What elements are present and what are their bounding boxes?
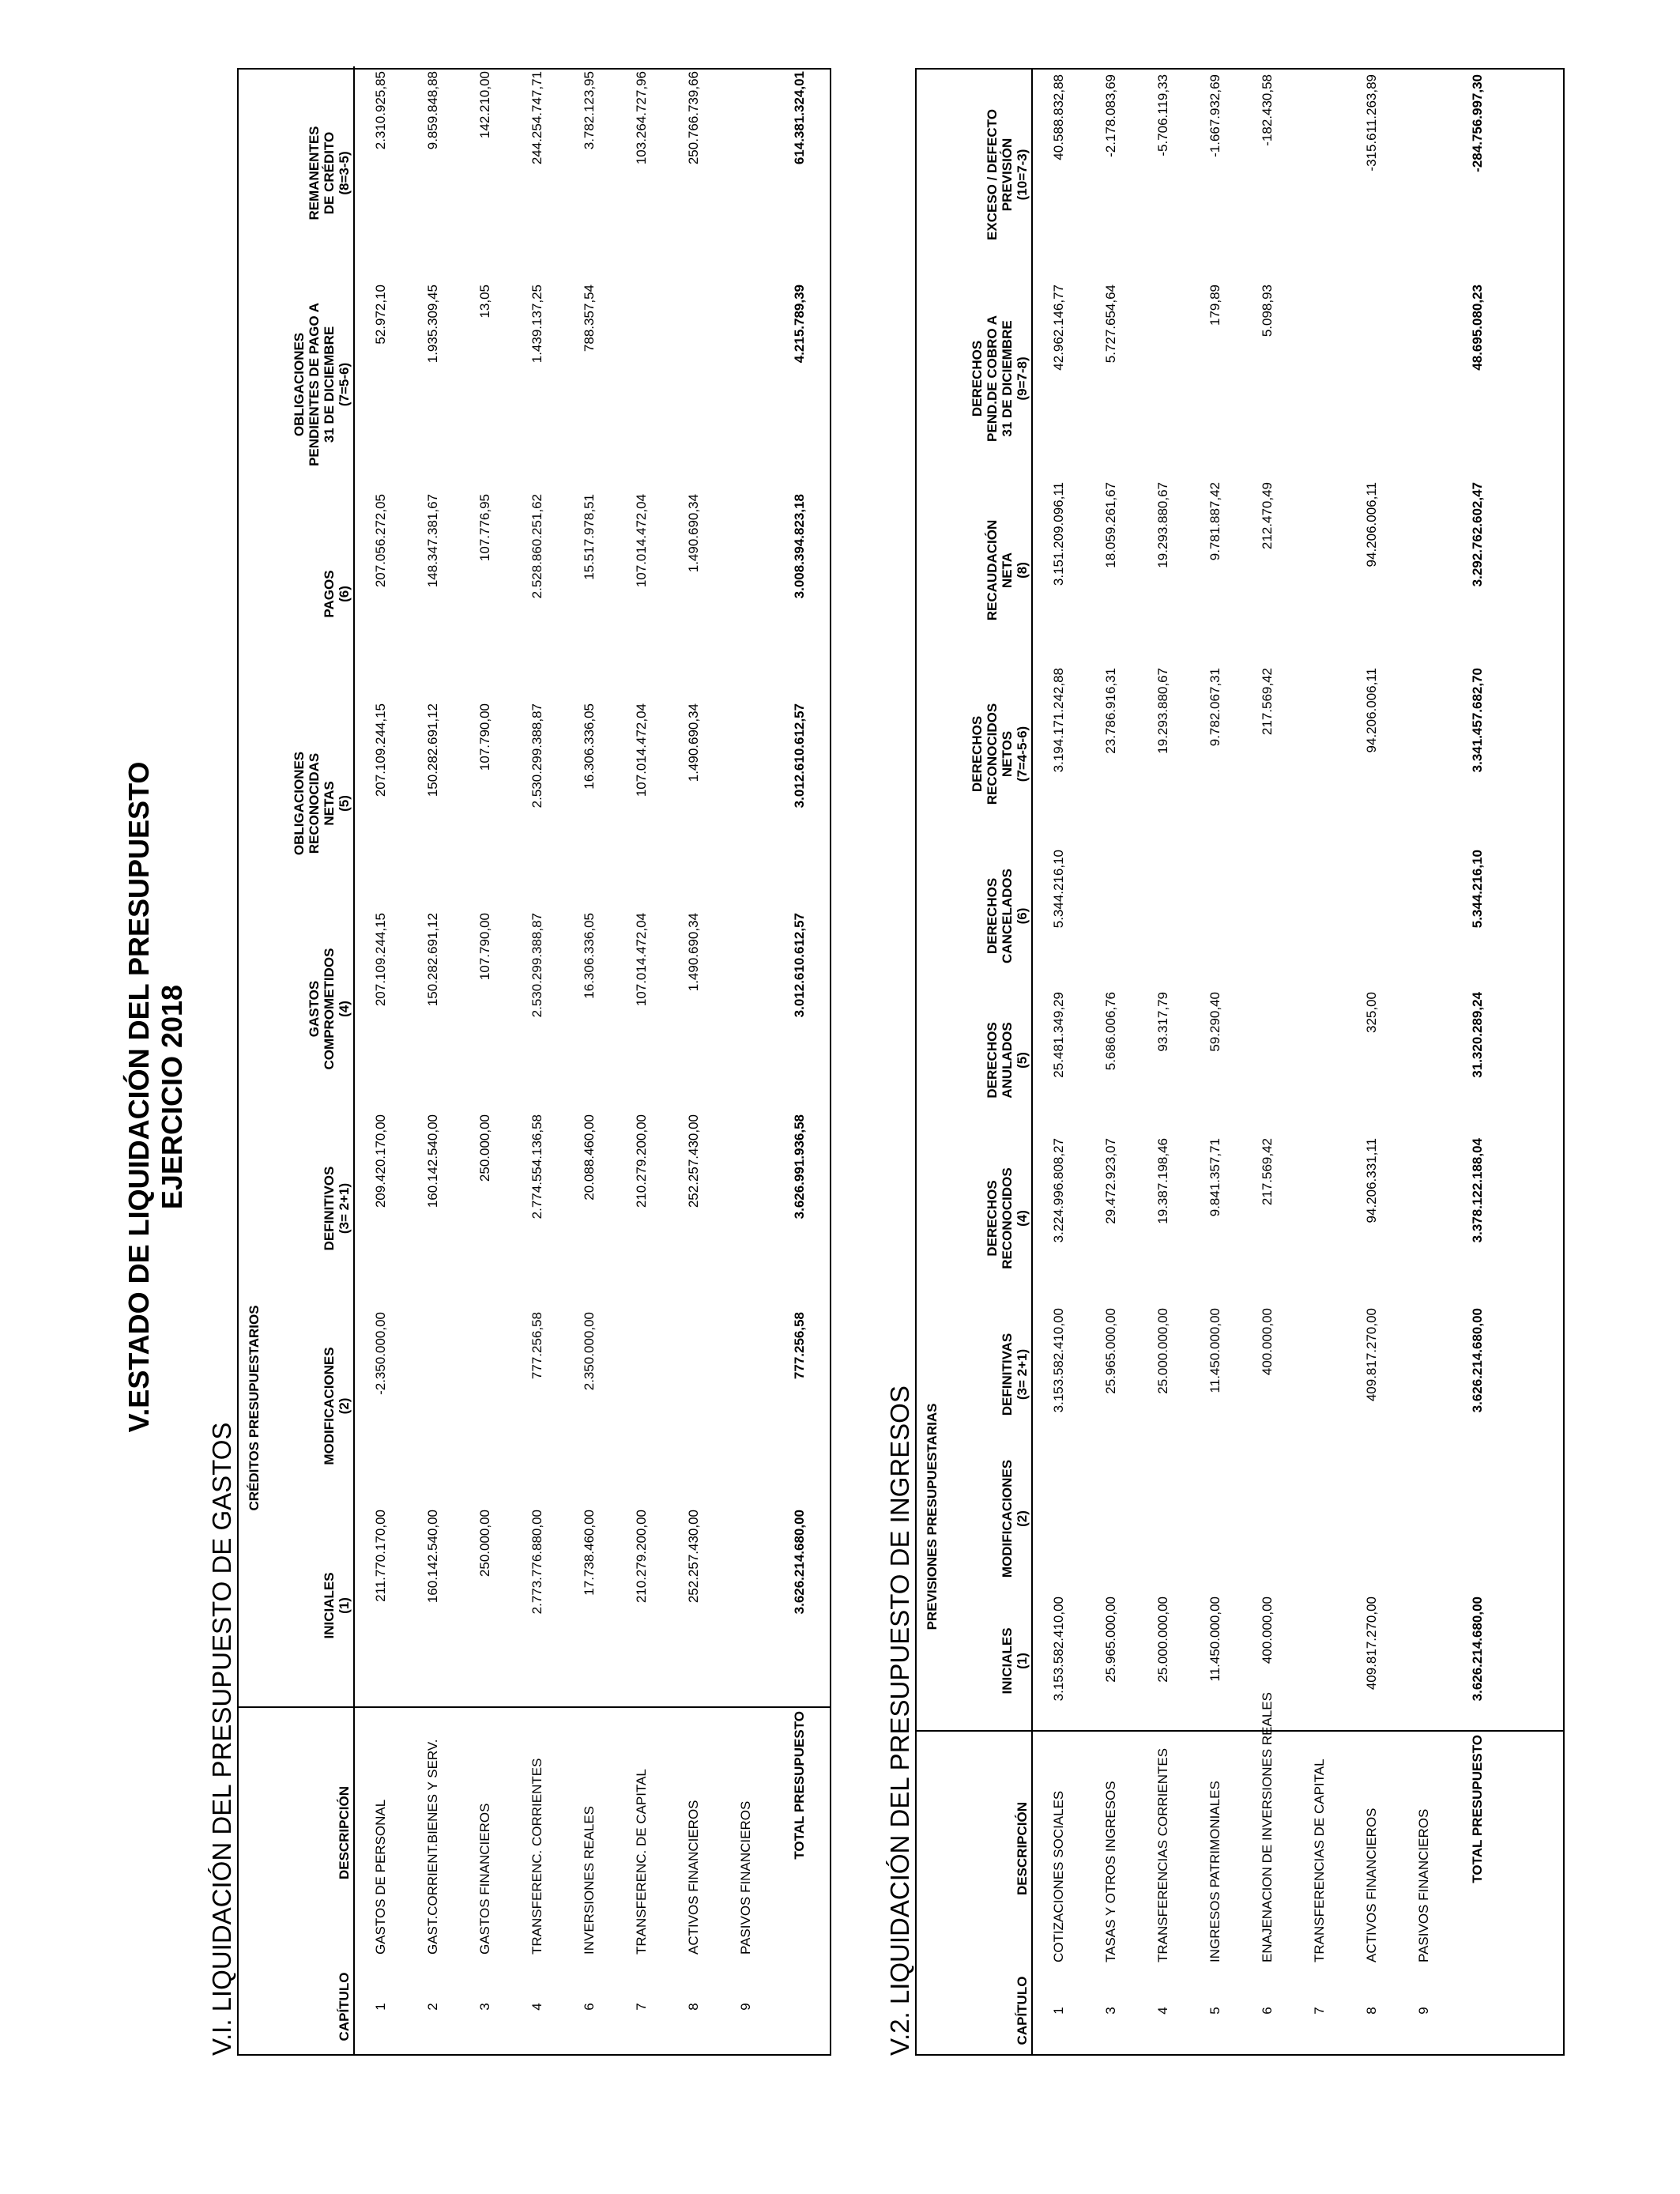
gastos-cell-ini: 252.257.430,00: [686, 1510, 701, 1604]
ingresos-cell-desc: TRANSFERENCIAS CORRIENTES: [1155, 1747, 1170, 1962]
ingresos-cell-rec: 9.841.357,71: [1207, 1137, 1222, 1217]
ingresos-header-recaudacion: RECAUDACIÓN NETA (8): [941, 477, 1032, 663]
gastos-cell-pend: 13,05: [477, 284, 492, 319]
ingresos-cell-anu: [1294, 987, 1346, 1133]
gastos-cell-mod: 777.256,58: [529, 1312, 544, 1380]
ingresos-section-title: V.2. LIQUIDACIÓN DEL PRESUPUESTO DE INGRESOS: [885, 1385, 914, 2056]
ingresos-cell-mod: [1241, 1446, 1294, 1592]
table-row: [459, 66, 511, 2054]
ingresos-cell-net: 9.782.067,31: [1207, 667, 1222, 747]
gastos-cell-obl: 16.306.336,05: [582, 703, 597, 790]
gastos-cell-rem: 2.310.925,85: [373, 70, 388, 150]
table-row: [511, 66, 563, 2054]
gastos-total-mod: 777.256,58: [792, 1312, 807, 1380]
gastos-group-header: CRÉDITOS PRESUPUESTARIOS: [247, 1305, 262, 1511]
ingresos-cell-desc: TASAS Y OTROS INGRESOS: [1103, 1781, 1118, 1962]
gastos-cell-ini: 160.142.540,00: [425, 1510, 440, 1604]
ingresos-cell-def: 25.000.000,00: [1155, 1307, 1170, 1394]
ingresos-header-pendientes-cobro: DERECHOS PEND.DE COBRO A 31 DE DICIEMBRE (9=7-8): [941, 280, 1032, 477]
ingresos-cell-ini: 409.817.270,00: [1364, 1596, 1379, 1691]
ingresos-cell-pend: [1294, 280, 1346, 477]
ingresos-total-anu: 31.320.289,24: [1470, 991, 1485, 1078]
ingresos-cell-rea: 94.206.006,11: [1364, 481, 1379, 567]
ingresos-cell-rea: 3.151.209.096,11: [1051, 481, 1066, 586]
ingresos-cell-rea: 19.293.880,67: [1155, 481, 1170, 568]
gastos-cell-def: 252.257.430,00: [686, 1114, 701, 1208]
gastos-cell-rem: 103.264.727,96: [634, 70, 649, 165]
gastos-cell-mod: [720, 1307, 772, 1505]
ingresos-cell-anu: 93.317,79: [1155, 991, 1170, 1052]
gastos-total-obl: 3.012.610.612,57: [792, 703, 807, 809]
gastos-cell-rem: [720, 66, 772, 280]
gastos-cell-desc: ACTIVOS FINANCIEROS: [686, 1800, 701, 1955]
gastos-table-body: [354, 66, 827, 2054]
table-row: [1137, 70, 1189, 2054]
gastos-cell-pend: [616, 280, 668, 489]
ingresos-cell-anu: 325,00: [1364, 991, 1379, 1033]
ingresos-cell-cap: 7: [1312, 2007, 1327, 2015]
ingresos-header-exceso: EXCESO / DEFECTO PREVISIÓN (10=7-3): [941, 70, 1032, 280]
ingresos-cell-def: 3.153.582.410,00: [1051, 1307, 1066, 1413]
gastos-cell-pend: 1.439.137,25: [529, 284, 544, 364]
ingresos-cell-anu: 59.290,40: [1207, 991, 1222, 1052]
gastos-cell-mod: [616, 1307, 668, 1505]
ingresos-cell-pend: [1137, 280, 1189, 477]
ingresos-cell-def: [1294, 1303, 1346, 1446]
ingresos-cell-net: 94.206.006,11: [1364, 667, 1379, 753]
ingresos-cell-rec: 94.206.331,11: [1364, 1137, 1379, 1223]
ingresos-cell-net: 217.569,42: [1260, 667, 1275, 736]
ingresos-cell-exc: [1294, 70, 1346, 280]
gastos-cell-pend: [720, 280, 772, 489]
gastos-cell-pag: 2.528.860.251,62: [529, 493, 544, 599]
ingresos-cell-exc: -1.667.932,69: [1207, 74, 1222, 157]
gastos-cell-obl: 150.282.691,12: [425, 703, 440, 797]
ingresos-header-descripcion: DESCRIPCIÓN: [941, 1730, 1032, 1967]
gastos-total-pend: 4.215.789,39: [792, 284, 807, 364]
gastos-cell-comp: 2.530.299.388,87: [529, 912, 544, 1018]
gastos-cell-ini: 2.773.776.880,00: [529, 1510, 544, 1615]
table-row: [407, 66, 459, 2054]
gastos-cell-comp: 16.306.336,05: [582, 912, 597, 999]
gastos-cell-cap: 9: [738, 2003, 753, 2011]
ingresos-cell-desc: TRANSFERENCIAS DE CAPITAL: [1312, 1759, 1327, 1962]
gastos-header-modificaciones: MODIFICACIONES (2): [263, 1307, 354, 1505]
table-row: [354, 66, 407, 2054]
ingresos-cell-net: [1398, 663, 1450, 845]
ingresos-cell-rea: 18.059.261,67: [1103, 481, 1118, 568]
ingresos-cell-exc: -315.611.263,89: [1364, 74, 1379, 172]
gastos-cell-rem: 3.782.123,95: [582, 70, 597, 150]
gastos-cell-obl: 107.790,00: [477, 703, 492, 771]
ingresos-cell-desc: PASIVOS FINANCIEROS: [1416, 1808, 1431, 1962]
table-row: [1294, 70, 1346, 2054]
ingresos-total-mod: [1450, 1446, 1505, 1592]
ingresos-cell-net: [1294, 663, 1346, 845]
ingresos-cell-net: 3.194.171.242,88: [1051, 667, 1066, 773]
gastos-header-descripcion: DESCRIPCIÓN: [263, 1706, 354, 1959]
ingresos-cell-desc: INGRESOS PATRIMONIALES: [1207, 1781, 1222, 1962]
gastos-cell-desc: GASTOS FINANCIEROS: [477, 1803, 492, 1955]
ingresos-cell-anu: [1398, 987, 1450, 1133]
ingresos-header-row: [941, 70, 1032, 2054]
table-row: [1346, 70, 1398, 2054]
ingresos-total-def: 3.626.214.680,00: [1470, 1307, 1485, 1413]
gastos-cell-comp: 107.014.472,04: [634, 912, 649, 1007]
ingresos-cell-cap: 4: [1155, 2007, 1170, 2015]
gastos-cell-rem: 9.859.848,88: [425, 70, 440, 150]
ingresos-cell-cap: 9: [1416, 2007, 1431, 2015]
ingresos-header-capitulo: CAPÍTULO: [941, 1967, 1032, 2054]
ingresos-cell-desc: ACTIVOS FINANCIEROS: [1364, 1808, 1379, 1962]
gastos-cell-cap: 7: [634, 2003, 649, 2011]
ingresos-cell-can: [1189, 845, 1241, 987]
gastos-section-title: V.I. LIQUIDACIÓN DEL PRESUPUESTO DE GASTOS: [207, 1422, 236, 2056]
ingresos-cell-can: [1085, 845, 1137, 987]
ingresos-cell-mod: [1346, 1446, 1398, 1592]
ingresos-cell-mod: [1137, 1446, 1189, 1592]
gastos-cell-obl: 1.490.690,34: [686, 703, 701, 782]
gastos-cell-pag: 207.056.272,05: [373, 493, 388, 588]
ingresos-header-netos: DERECHOS RECONOCIDOS NETOS (7=4-5-6): [941, 663, 1032, 845]
gastos-cell-def: 160.142.540,00: [425, 1114, 440, 1208]
gastos-cell-pend: 52.972,10: [373, 284, 388, 345]
ingresos-cell-anu: 25.481.349,29: [1051, 991, 1066, 1078]
total-row: [772, 66, 827, 2054]
gastos-cell-def: 2.774.554.136,58: [529, 1114, 544, 1220]
ingresos-cell-pend: 179,89: [1207, 284, 1222, 326]
ingresos-cell-exc: -2.178.083,69: [1103, 74, 1118, 157]
ingresos-header-reconocidos: DERECHOS RECONOCIDOS (4): [941, 1133, 1032, 1303]
ingresos-cell-def: [1398, 1303, 1450, 1446]
gastos-cell-mod: [459, 1307, 511, 1505]
gastos-cell-desc: GAST.CORRIENT.BIENES Y SERV.: [425, 1739, 440, 1955]
total-row: [1450, 70, 1505, 2054]
ingresos-cell-exc: [1398, 70, 1450, 280]
ingresos-cell-rec: [1398, 1133, 1450, 1303]
ingresos-cell-def: 11.450.000,00: [1207, 1307, 1222, 1393]
ingresos-table: [917, 70, 1505, 2054]
ingresos-cell-rea: 212.470,49: [1260, 481, 1275, 550]
table-row: [1032, 70, 1085, 2054]
ingresos-cell-cap: 1: [1051, 2007, 1066, 2015]
ingresos-cell-rea: [1294, 477, 1346, 663]
gastos-header-definitivos: DEFINITIVOS (3= 2+1): [263, 1110, 354, 1307]
ingresos-total-spacer: [1450, 1967, 1505, 2054]
gastos-column-divider: [239, 1706, 830, 1708]
ingresos-cell-pend: 5.098,93: [1260, 284, 1275, 337]
ingresos-header-cancelados: DERECHOS CANCELADOS (6): [941, 845, 1032, 987]
gastos-cell-pend: 788.357,54: [582, 284, 597, 352]
table-row: [1241, 70, 1294, 2054]
ingresos-total-label: TOTAL PRESUPUESTO: [1470, 1735, 1485, 1883]
gastos-cell-desc: TRANSFERENC. CORRIENTES: [529, 1758, 544, 1955]
gastos-header-capitulo: CAPÍTULO: [263, 1959, 354, 2054]
gastos-total-pag: 3.008.394.823,18: [792, 493, 807, 599]
table-row: [1189, 70, 1241, 2054]
ingresos-column-divider: [917, 1730, 1563, 1732]
gastos-cell-pend: [668, 280, 720, 489]
gastos-total-ini: 3.626.214.680,00: [792, 1510, 807, 1615]
ingresos-group-header: PREVISIONES PRESUPUESTARIAS: [925, 1403, 940, 1630]
gastos-cell-comp: 1.490.690,34: [686, 912, 701, 992]
gastos-cell-mod: -2.350.000,00: [373, 1312, 388, 1395]
gastos-cell-pend: 1.935.309,45: [425, 284, 440, 364]
ingresos-header-modificaciones: MODIFICACIONES (2): [941, 1446, 1032, 1592]
gastos-total-comp: 3.012.610.612,57: [792, 912, 807, 1018]
gastos-cell-comp: 107.790,00: [477, 912, 492, 981]
gastos-cell-ini: 210.279.200,00: [634, 1510, 649, 1604]
ingresos-cell-anu: [1241, 987, 1294, 1133]
ingresos-cell-can: [1241, 845, 1294, 987]
gastos-cell-mod: [668, 1307, 720, 1505]
table-row: [668, 66, 720, 2054]
ingresos-cell-def: 400.000,00: [1260, 1307, 1275, 1376]
ingresos-cell-mod: [1032, 1446, 1085, 1592]
ingresos-cell-pend: [1398, 280, 1450, 477]
ingresos-cell-def: 25.965.000,00: [1103, 1307, 1118, 1394]
gastos-cell-rem: 244.254.747,71: [529, 70, 544, 165]
gastos-cell-cap: 1: [373, 2003, 388, 2011]
ingresos-group-header-row: [917, 70, 941, 2054]
ingresos-cell-desc: ENAJENACION DE INVERSIONES REALES: [1260, 1692, 1275, 1962]
gastos-cell-cap: 2: [425, 2003, 440, 2011]
ingresos-cell-exc: 40.588.832,88: [1051, 74, 1066, 160]
ingresos-cell-cap: 3: [1103, 2007, 1118, 2015]
ingresos-cell-mod: [1189, 1446, 1241, 1592]
gastos-total-label: TOTAL PRESUPUESTO: [792, 1711, 807, 1860]
ingresos-cell-ini: 400.000,00: [1260, 1596, 1275, 1664]
gastos-cell-pag: 148.347.381,67: [425, 493, 440, 588]
gastos-cell-comp: [720, 908, 772, 1110]
ingresos-cell-pend: 42.962.146,77: [1051, 284, 1066, 371]
ingresos-cell-exc: -182.430,58: [1260, 74, 1275, 146]
ingresos-cell-def: 409.817.270,00: [1364, 1307, 1379, 1402]
gastos-cell-desc: PASIVOS FINANCIEROS: [738, 1800, 753, 1955]
gastos-cell-pag: [720, 489, 772, 699]
ingresos-cell-desc: COTIZACIONES SOCIALES: [1051, 1790, 1066, 1962]
ingresos-total-can: 5.344.216,10: [1470, 849, 1485, 929]
gastos-cell-comp: 207.109.244,15: [373, 912, 388, 1007]
ingresos-cell-rea: [1398, 477, 1450, 663]
table-row: [720, 66, 772, 2054]
gastos-header-comprometidos: GASTOS COMPROMETIDOS (4): [263, 908, 354, 1110]
gastos-cell-pag: 107.014.472,04: [634, 493, 649, 588]
gastos-cell-def: 210.279.200,00: [634, 1114, 649, 1208]
gastos-total-rem: 614.381.324,01: [792, 70, 807, 165]
gastos-cell-def: 250.000,00: [477, 1114, 492, 1182]
gastos-cell-obl: [720, 699, 772, 908]
ingresos-cell-rec: 217.569,42: [1260, 1137, 1275, 1206]
gastos-cell-comp: 150.282.691,12: [425, 912, 440, 1007]
ingresos-cell-cap: 8: [1364, 2007, 1379, 2015]
ingresos-cell-net: 23.786.916,31: [1103, 667, 1118, 754]
gastos-cell-def: 209.420.170,00: [373, 1114, 388, 1208]
gastos-cell-desc: GASTOS DE PERSONAL: [373, 1799, 388, 1955]
ingresos-cell-exc: -5.706.119,33: [1155, 74, 1170, 156]
gastos-cell-obl: 2.530.299.388,87: [529, 703, 544, 809]
ingresos-cell-can: [1294, 845, 1346, 987]
document-title-line1: V.ESTADO DE LIQUIDACIÓN DEL PRESUPUESTO: [122, 761, 155, 1433]
gastos-header-pagos: PAGOS (6): [263, 489, 354, 699]
table-row: [1085, 70, 1137, 2054]
gastos-header-remanentes: REMANENTES DE CRÉDITO (8=3-5): [263, 66, 354, 280]
gastos-cell-mod: 2.350.000,00: [582, 1312, 597, 1391]
gastos-cell-obl: 107.014.472,04: [634, 703, 649, 797]
gastos-header-pendientes: OBLIGACIONES PENDIENTES DE PAGO A 31 DE DICIEMBRE (7=5-6): [263, 280, 354, 489]
ingresos-cell-mod: [1294, 1446, 1346, 1592]
ingresos-cell-ini: 11.450.000,00: [1207, 1596, 1222, 1682]
ingresos-cell-ini: 25.965.000,00: [1103, 1596, 1118, 1683]
gastos-cell-pag: 1.490.690,34: [686, 493, 701, 573]
gastos-cell-ini: [720, 1505, 772, 1706]
ingresos-cell-can: [1398, 845, 1450, 987]
ingresos-cell-pend: [1346, 280, 1398, 477]
document-title-line2: EJERCICIO 2018: [156, 984, 188, 1210]
gastos-table-box: [237, 68, 831, 2056]
gastos-cell-ini: 211.770.170,00: [373, 1510, 388, 1602]
gastos-header-iniciales: INICIALES (1): [263, 1505, 354, 1706]
ingresos-total-rec: 3.378.122.188,04: [1470, 1137, 1485, 1243]
gastos-total-spacer: [772, 1959, 827, 2054]
ingresos-cell-mod: [1398, 1446, 1450, 1592]
ingresos-header-iniciales: INICIALES (1): [941, 1592, 1032, 1730]
ingresos-total-exc: -284.756.997,30: [1470, 74, 1485, 172]
gastos-cell-ini: 250.000,00: [477, 1510, 492, 1578]
ingresos-cell-ini: [1294, 1592, 1346, 1730]
gastos-cell-desc: INVERSIONES REALES: [582, 1805, 597, 1955]
gastos-cell-def: [720, 1110, 772, 1307]
ingresos-cell-can: [1137, 845, 1189, 987]
gastos-cell-rem: 142.210,00: [477, 70, 492, 139]
ingresos-cell-can: [1346, 845, 1398, 987]
gastos-cell-mod: [407, 1307, 459, 1505]
ingresos-cell-cap: 6: [1260, 2007, 1275, 2015]
ingresos-cell-mod: [1085, 1446, 1137, 1592]
ingresos-table-body: [1032, 70, 1505, 2054]
ingresos-cell-rec: 3.224.996.808,27: [1051, 1137, 1066, 1243]
gastos-group-header-row: [239, 66, 263, 2054]
document-title: [122, 0, 189, 2194]
gastos-cell-def: 20.088.460,00: [582, 1114, 597, 1201]
gastos-total-def: 3.626.991.936,58: [792, 1114, 807, 1220]
ingresos-cell-cap: 5: [1207, 2007, 1222, 2015]
ingresos-cell-ini: [1398, 1592, 1450, 1730]
gastos-cell-cap: 6: [582, 2003, 597, 2011]
ingresos-header-anulados: DERECHOS ANULADOS (5): [941, 987, 1032, 1133]
ingresos-cell-pend: 5.727.654,64: [1103, 284, 1118, 364]
table-row: [563, 66, 616, 2054]
ingresos-cell-net: 19.293.880,67: [1155, 667, 1170, 754]
ingresos-total-rea: 3.292.762.602,47: [1470, 481, 1485, 587]
gastos-cell-obl: 207.109.244,15: [373, 703, 388, 797]
gastos-cell-cap: 3: [477, 2003, 492, 2011]
ingresos-cell-rec: [1294, 1133, 1346, 1303]
ingresos-total-net: 3.341.457.682,70: [1470, 667, 1485, 773]
gastos-cell-desc: TRANSFERENC. DE CAPITAL: [634, 1769, 649, 1955]
ingresos-cell-rec: 29.472.923,07: [1103, 1137, 1118, 1224]
gastos-header-row: [263, 66, 354, 2054]
gastos-table: [239, 66, 827, 2054]
ingresos-cell-rea: 9.781.887,42: [1207, 481, 1222, 561]
ingresos-cell-ini: 25.000.000,00: [1155, 1596, 1170, 1683]
ingresos-cell-can: 5.344.216,10: [1051, 849, 1066, 929]
gastos-cell-pag: 107.776,95: [477, 493, 492, 562]
ingresos-cell-rec: 19.387.198,46: [1155, 1137, 1170, 1224]
ingresos-table-box: [915, 68, 1565, 2056]
ingresos-total-ini: 3.626.214.680,00: [1470, 1596, 1485, 1702]
ingresos-header-definitivas: DEFINITIVAS (3= 2+1): [941, 1303, 1032, 1446]
gastos-cell-cap: 8: [686, 2003, 701, 2011]
gastos-cell-pag: 15.517.978,51: [582, 493, 597, 580]
gastos-cell-rem: 250.766.739,66: [686, 70, 701, 165]
gastos-cell-ini: 17.738.460,00: [582, 1510, 597, 1596]
ingresos-total-pend: 48.695.080,23: [1470, 284, 1485, 371]
gastos-header-obligaciones: OBLIGACIONES RECONOCIDAS NETAS (5): [263, 699, 354, 908]
ingresos-cell-anu: 5.686.006,76: [1103, 991, 1118, 1071]
ingresos-cell-ini: 3.153.582.410,00: [1051, 1596, 1066, 1702]
table-row: [1398, 70, 1450, 2054]
gastos-cell-cap: 4: [529, 2003, 544, 2011]
table-row: [616, 66, 668, 2054]
